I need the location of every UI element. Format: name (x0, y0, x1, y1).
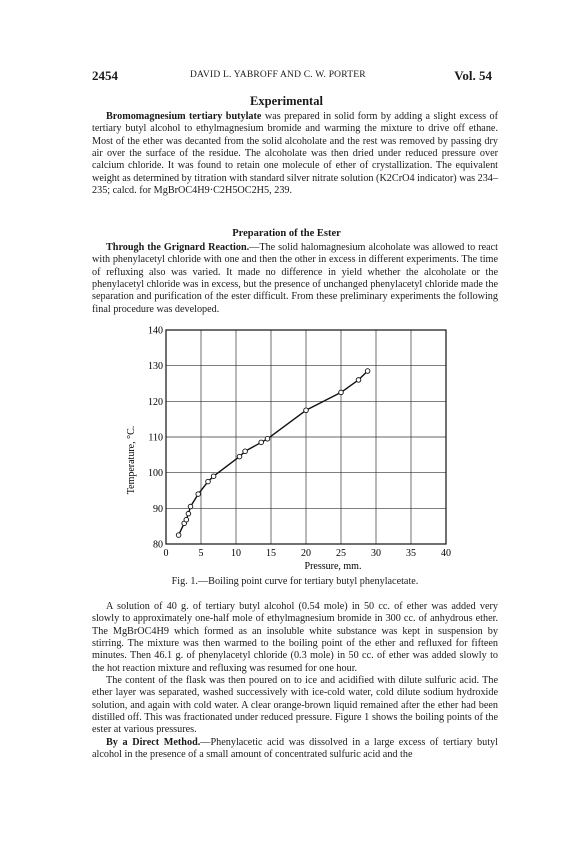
x-tick-label: 10 (231, 548, 241, 559)
paragraph-solution: A solution of 40 g. of tertiary butyl alcohol (0.54 mole) in 50 cc. of ether was added very slowly to approximately one-half mole of ethylmagnesium bromide in 300 cc. of anhydrous ether. The MgBrOC4H9 which formed as an insoluble white substance was kept in suspension by stirring. The mixture was then warmed to the boiling point of the ether and refluxed for fifteen minutes. Then 46.1 g. of phenylacetyl chloride (0.3 mole) in 50 cc. of ether was added slowly to the hot reaction mixture and refluxing was resumed for one hour. (92, 601, 498, 674)
data-point (176, 533, 181, 538)
data-point (365, 369, 370, 374)
data-point (259, 440, 264, 445)
paragraph-bromomagnesium (92, 111, 498, 197)
section-title-experimental: Experimental (250, 94, 323, 108)
paragraph-grignard (92, 242, 498, 316)
run-in-heading: By a Direct Method. (106, 736, 201, 748)
data-point (339, 390, 344, 395)
data-point (184, 517, 189, 522)
running-title: DAVID L. YABROFF AND C. W. PORTER (190, 70, 366, 80)
x-tick-label: 15 (266, 548, 276, 559)
x-axis-label: Pressure, mm. (304, 561, 362, 572)
x-tick-label: 35 (406, 548, 416, 559)
x-tick-label: 30 (371, 548, 381, 559)
boiling-point-curve (179, 371, 368, 535)
y-tick-label: 80 (153, 539, 163, 551)
paragraph-body (92, 601, 498, 761)
paragraph-workup: The content of the flask was then poured on to ice and acidified with dilute sulfuric acid. The ether layer was separated, washed successively with ice-cold water, cold dilute sodium hydroxide solution, and again with cold water. A clear orange-brown liquid remained after the ether had been distilled off. This was fractionated under reduced pressure. Figure 1 shows the boiling points of the ester at various pressures. (92, 675, 498, 736)
data-point (206, 479, 211, 484)
y-tick-label: 100 (148, 468, 163, 480)
volume-label: Vol. 54 (454, 68, 492, 83)
y-tick-label: 130 (148, 361, 163, 373)
page-number: 2454 (92, 68, 118, 83)
paragraph-direct-method (92, 737, 498, 762)
x-tick-label: 20 (301, 548, 311, 559)
x-tick-label: 0 (163, 548, 169, 559)
x-tick-label: 25 (336, 548, 346, 559)
run-in-heading: Bromomagnesium tertiary butylate (106, 111, 262, 122)
data-point (211, 474, 216, 479)
page-header (92, 68, 492, 84)
data-point (237, 454, 242, 459)
plot-area (148, 326, 451, 560)
data-point (356, 378, 361, 383)
data-point (186, 511, 191, 516)
section-title-preparation: Preparation of the Ester (232, 228, 341, 239)
paragraph-text: —Phenylacetic acid was dissolved in a large excess of tertiary butyl alcohol in the presence of a small amount of concentrated sulfuric acid and the (92, 736, 498, 761)
boiling-point-chart (110, 320, 460, 575)
data-point (188, 504, 193, 509)
y-tick-label: 120 (148, 396, 163, 408)
data-point (196, 492, 201, 497)
y-tick-label: 140 (148, 325, 163, 337)
y-tick-label: 90 (153, 503, 163, 515)
data-point (243, 449, 248, 454)
y-axis-label: Temperature, °C. (126, 425, 137, 495)
figure-caption: Fig. 1.—Boiling point curve for tertiary butyl phenylacetate. (171, 576, 419, 587)
paragraph-text: was prepared in solid form by adding a slight excess of tertiary butyl alcohol to ethylmagnesium bromide and warming the mixture to drive off ethane. Most of the ether was decanted from the solid alcoholate and the rest was removed by passing dry air over the surface of the residue. The alcoholate was then dried under reduced pressure over calcium chloride. It was found to retain one molecule of ether of crystallization. The equivalent weight as determined by titration with standard silver nitrate solution (K2CrO4 indicator) was 234–235; calcd. for MgBrOC4H9·C2H5OC2H5, 239. (92, 111, 498, 197)
run-in-heading: Through the Grignard Reaction. (106, 242, 250, 253)
x-tick-label: 5 (198, 548, 204, 559)
y-tick-label: 110 (148, 432, 163, 444)
data-point (304, 408, 309, 413)
x-tick-label: 40 (441, 548, 451, 559)
paragraph-text: —The solid halomagnesium alcoholate was allowed to react with phenylacetyl chloride with one and then the other in excess in different experiments. The time of refluxing also was varied. It made no difference in yield whether the alcoholate or the phenylacetyl chloride was in excess, but the presence of unchanged phenylacetyl chloride made the separation and purification of the ester difficult. From these preliminary experiments the following final procedure was developed. (92, 242, 498, 315)
data-point (265, 436, 270, 441)
